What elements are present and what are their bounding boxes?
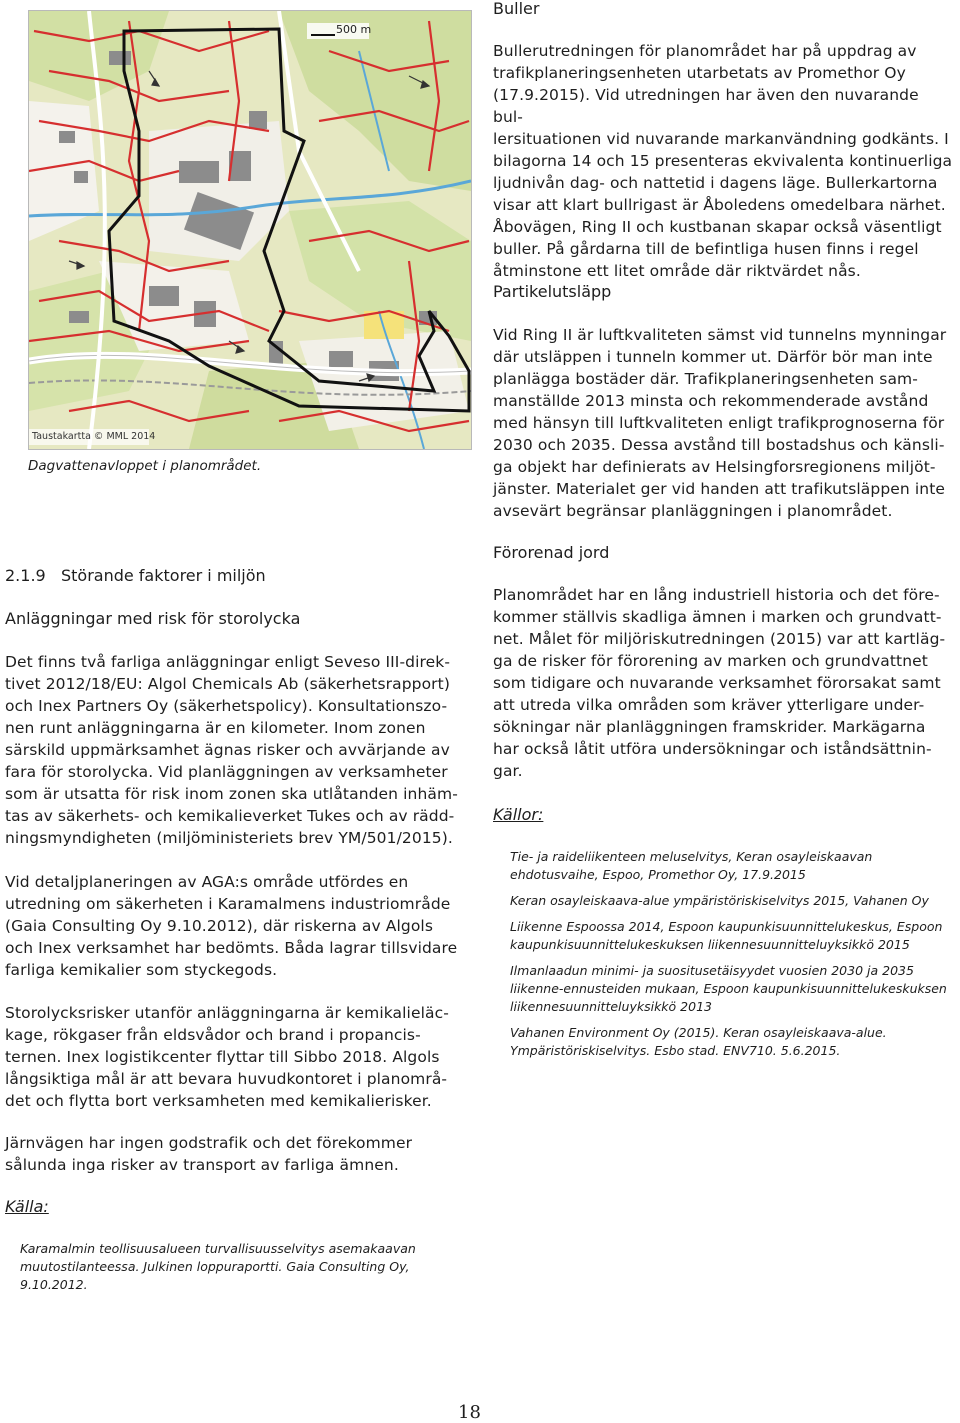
partikel-heading: Partikelutsläpp	[493, 282, 612, 301]
text-line: där utsläppen i tunneln kommer ut. Därför bör man inte	[493, 348, 933, 366]
text-line: Åbovägen, Ring II och kustbanan skapar också väsentligt	[493, 218, 942, 236]
buller-heading: Buller	[493, 0, 540, 18]
source-line: Ympäristöriskiselvitys. Esbo stad. ENV710. 5.6.2015.	[510, 1043, 841, 1058]
source-line: Ilmanlaadun minimi- ja suositusetäisyydet vuosien 2030 ja 2035	[510, 963, 914, 978]
aga-paragraph	[5, 871, 470, 981]
storolycks-paragraph	[5, 1002, 470, 1112]
source-item	[510, 918, 950, 954]
text-line: har också låtit utföra undersökningar och iståndsättnin-	[493, 740, 932, 758]
text-line: tas av säkerhets- och kemikalieverket Tukes och av rädd-	[5, 807, 455, 825]
source-item	[510, 962, 950, 1016]
text-line: Järnvägen har ingen godstrafik och det förekommer	[5, 1134, 413, 1152]
page-number: 18	[458, 1402, 481, 1423]
text-line: Vid Ring II är luftkvaliteten sämst vid tunnelns mynningar	[493, 326, 947, 344]
source-line: Karamalmin teollisuusalueen turvallisuusselvitys asemakaavan	[20, 1241, 416, 1256]
source-line: Liikenne Espoossa 2014, Espoon kaupunkisuunnittelukeskus, Espoon	[510, 919, 943, 934]
kalla-heading: Källa:	[5, 1197, 49, 1216]
source-item	[510, 1024, 950, 1060]
text-line: gar.	[493, 762, 523, 780]
text-line: jänster. Materialet ger vid handen att trafikutsläppen inte	[493, 480, 946, 498]
kalla-source	[20, 1240, 460, 1294]
text-line: sålunda inga risker av transport av farliga ämnen.	[5, 1156, 399, 1174]
partikel-paragraph	[493, 324, 953, 522]
source-line: liikennesuunnitteluyksikkö 2013	[510, 999, 712, 1014]
text-line: tivet 2012/18/EU: Algol Chemicals Ab (säkerhetsrapport)	[5, 675, 450, 693]
text-line: (17.9.2015). Vid utredningen har även den nuvarande bul-	[493, 86, 919, 126]
text-line: visar att klart bullrigast är Åboledens omedelbara närhet.	[493, 196, 946, 214]
text-line: ga de risker för förorening av marken och grundvattnet	[493, 652, 928, 670]
sub-heading: Anläggningar med risk för storolycka	[5, 609, 301, 628]
text-line: lersituationen vid nuvarande markanvändning godkänts. I	[493, 130, 949, 148]
text-line: Bullerutredningen för planområdet har på uppdrag av	[493, 42, 917, 60]
fororenad-paragraph	[493, 584, 953, 782]
text-line: Det finns två farliga anläggningar enligt Seveso III-direk-	[5, 653, 451, 671]
map-credit: Taustakartta © MML 2014	[32, 431, 156, 442]
text-line: ljudnivån dag- och nattetid i dagens läge. Bullerkartorna	[493, 174, 938, 192]
text-line: det och flytta bort verksamheten med kemikalierisker.	[5, 1092, 432, 1110]
text-line: manställde 2013 minsta och rekommenderade avstånd	[493, 392, 929, 410]
text-line: (Gaia Consulting Oy 9.10.2012), där riskerna av Algols	[5, 917, 433, 935]
text-line: att utreda vilka områden som kräver ytterligare under-	[493, 696, 925, 714]
text-line: ningsmyndigheten (miljöministeriets brev YM/501/2015).	[5, 829, 453, 847]
buller-paragraph	[493, 40, 953, 282]
text-line: ternen. Inex logistikcenter flyttar till Sibbo 2018. Algols	[5, 1048, 440, 1066]
stormwater-map	[28, 10, 472, 450]
text-line: med hänsyn till luftkvaliteten enligt trafikprognoserna för	[493, 414, 945, 432]
text-line: ga objekt har definierats av Helsingforsregionens miljöt-	[493, 458, 936, 476]
source-line: ehdotusvaihe, Espoo, Promethor Oy, 17.9.2015	[510, 867, 806, 882]
text-line: net. Målet för miljöriskutredningen (2015) var att kartläg-	[493, 630, 946, 648]
text-line: som tidigare och nuvarande verksamhet förorsakat samt	[493, 674, 941, 692]
kallor-heading: Källor:	[493, 805, 544, 824]
text-line: Planområdet har en lång industriell historia och det före-	[493, 586, 940, 604]
map-graphic	[29, 11, 471, 449]
text-line: planlägga bostäder där. Trafikplaneringsenheten sam-	[493, 370, 918, 388]
text-line: farliga kemikalier som styckegods.	[5, 961, 278, 979]
text-line: avsevärt begränsar planläggningen i planområdet.	[493, 502, 893, 520]
text-line: utredning om säkerheten i Karamalmens industriområde	[5, 895, 451, 913]
text-line: buller. På gårdarna till de befintliga husen finns i regel	[493, 240, 919, 258]
text-line: sökningar när planläggningen framskrider. Markägarna	[493, 718, 926, 736]
jarnvag-paragraph	[5, 1132, 470, 1176]
text-line: och Inex verksamhet har bedömts. Båda lagrar tillsvidare	[5, 939, 458, 957]
text-line: som är utsatta för risk inom zonen ska utlåtanden inhäm-	[5, 785, 458, 803]
text-line: åtminstone ett litet område där riktvärdet nås.	[493, 262, 861, 280]
source-line: Keran osayleiskaava-alue ympäristöriskiselvitys 2015, Vahanen Oy	[510, 893, 929, 908]
source-item	[510, 892, 950, 910]
text-line: 2030 och 2035. Dessa avstånd till bostadshus och känsli-	[493, 436, 945, 454]
source-line: liikenne-ennusteiden mukaan, Espoon kaupunkisuunnittelukeskuksen	[510, 981, 947, 996]
text-line: och Inex Partners Oy (säkerhetspolicy). Konsultationszo-	[5, 697, 448, 715]
sources-list	[510, 848, 950, 1068]
text-line: fara för storolycka. Vid planläggningen av verksamheter	[5, 763, 448, 781]
source-line: muutostilanteessa. Julkinen loppuraportti. Gaia Consulting Oy,	[20, 1259, 410, 1274]
source-line: Vahanen Environment Oy (2015). Keran osayleiskaava-alue.	[510, 1025, 887, 1040]
source-line: kaupunkisuunnittelukeskuksen liikennesuunnitteluyksikkö 2015	[510, 937, 910, 952]
map-scale-label: 500 m	[336, 23, 372, 36]
text-line: Storolycksrisker utanför anläggningarna är kemikalieläc-	[5, 1004, 449, 1022]
text-line: långsiktiga mål är att bevara huvudkontoret i planområ-	[5, 1070, 448, 1088]
section-heading: 2.1.9 Störande faktorer i miljön	[5, 566, 266, 585]
map-caption: Dagvattenavloppet i planområdet.	[28, 458, 262, 474]
seveso-paragraph	[5, 651, 470, 849]
source-line: Tie- ja raideliikenteen meluselvitys, Keran osayleiskaavan	[510, 849, 873, 864]
fororenad-heading: Förorenad jord	[493, 543, 610, 562]
text-line: trafikplaneringsenheten utarbetats av Promethor Oy	[493, 64, 906, 82]
text-line: kage, rökgaser från eldsvådor och brand i propancis-	[5, 1026, 421, 1044]
text-line: kommer ställvis skadliga ämnen i marken och grundvatt-	[493, 608, 942, 626]
text-line: bilagorna 14 och 15 presenteras ekvivalenta kontinuerliga	[493, 152, 953, 170]
text-line: särskild uppmärksamhet ägnas risker och avvärjande av	[5, 741, 450, 759]
text-line: nen runt anläggningarna är en kilometer. Inom zonen	[5, 719, 426, 737]
source-item	[510, 848, 950, 884]
source-line: 9.10.2012.	[20, 1277, 88, 1292]
text-line: Vid detaljplaneringen av AGA:s område utfördes en	[5, 873, 409, 891]
